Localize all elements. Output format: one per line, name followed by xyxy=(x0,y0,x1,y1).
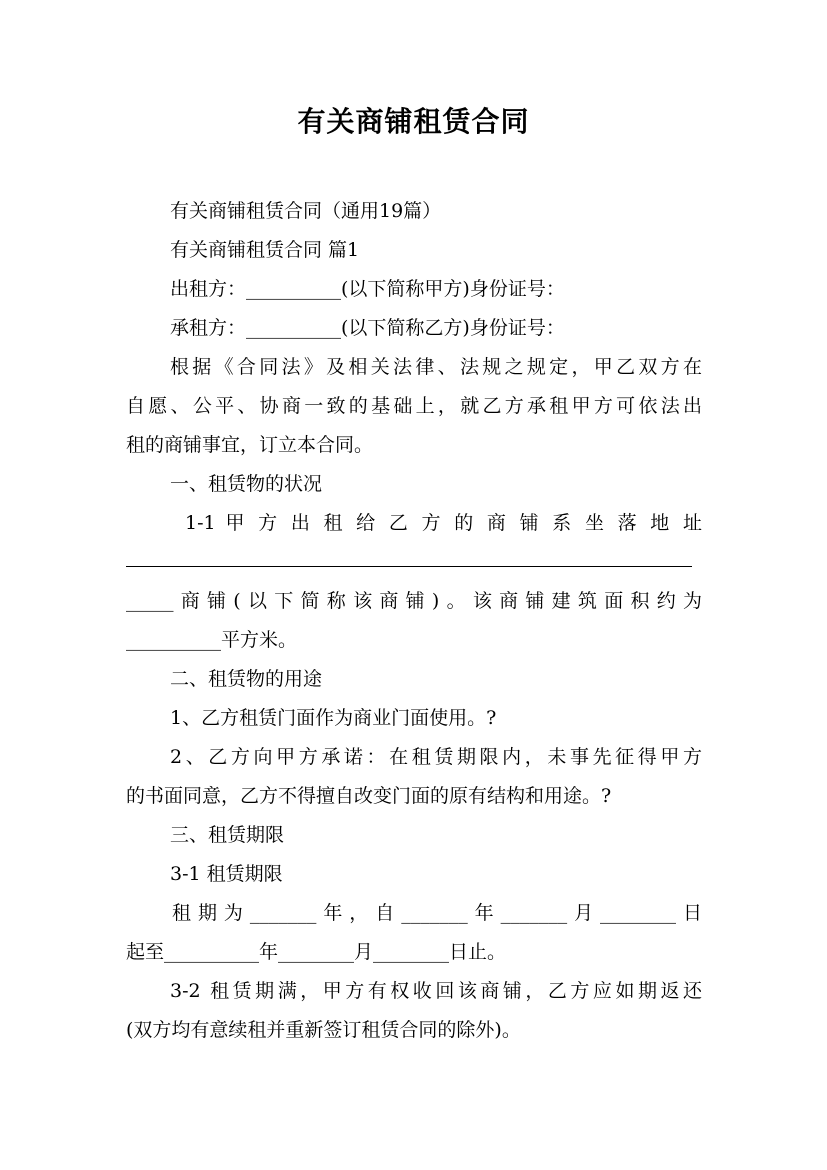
paragraph-line: 1-1 甲 方 出 租 给 乙 方 的 商 铺 系 坐 落 地 址 xyxy=(185,512,702,534)
paragraph-line: 租的商铺事宜，订立本合同。 xyxy=(126,434,374,456)
lessor-line: 出租方：__________(以下简称甲方)身份证号： xyxy=(170,278,565,300)
address-blank-rule xyxy=(126,566,692,567)
paragraph-line: 起至__________年________月________日止。 xyxy=(126,941,507,963)
section-heading-line: 3-1 租赁期限 xyxy=(170,863,283,885)
section-heading-line: 一、租赁物的状况 xyxy=(170,473,323,495)
subtitle-line: 有关商铺租赁合同（通用19篇） xyxy=(170,200,442,222)
paragraph-line: (双方均有意续租并重新签订租赁合同的除外)。 xyxy=(126,1019,521,1041)
paragraph-line: 2、乙方向甲方承诺：在租赁期限内，未事先征得甲方 xyxy=(170,746,702,768)
document-title: 有关商铺租赁合同 xyxy=(297,105,530,138)
paragraph-line: 租期为_______年，自_______年_______月________日 xyxy=(172,902,702,924)
paragraph-line: 根据《合同法》及相关法律、法规之规定，甲乙双方在 xyxy=(170,356,702,378)
paragraph-line: 自愿、公平、协商一致的基础上，就乙方承租甲方可依法出 xyxy=(126,395,702,417)
paragraph-line: _____商铺(以下简称该商铺)。该商铺建筑面积约为 xyxy=(126,590,702,612)
paragraph-line: 1、乙方租赁门面作为商业门面使用。? xyxy=(170,707,497,729)
section-heading-line: 三、租赁期限 xyxy=(170,824,285,846)
section-heading-line: 二、租赁物的用途 xyxy=(170,668,323,690)
paragraph-line: 3-2 租赁期满，甲方有权收回该商铺，乙方应如期返还 xyxy=(170,980,702,1002)
lessee-line: 承租方：__________(以下简称乙方)身份证号： xyxy=(170,317,565,339)
paragraph-line: __________平方米。 xyxy=(126,629,298,651)
paragraph-line: 的书面同意，乙方不得擅自改变门面的原有结构和用途。? xyxy=(126,785,612,807)
section-heading-line: 有关商铺租赁合同 篇1 xyxy=(170,239,360,261)
